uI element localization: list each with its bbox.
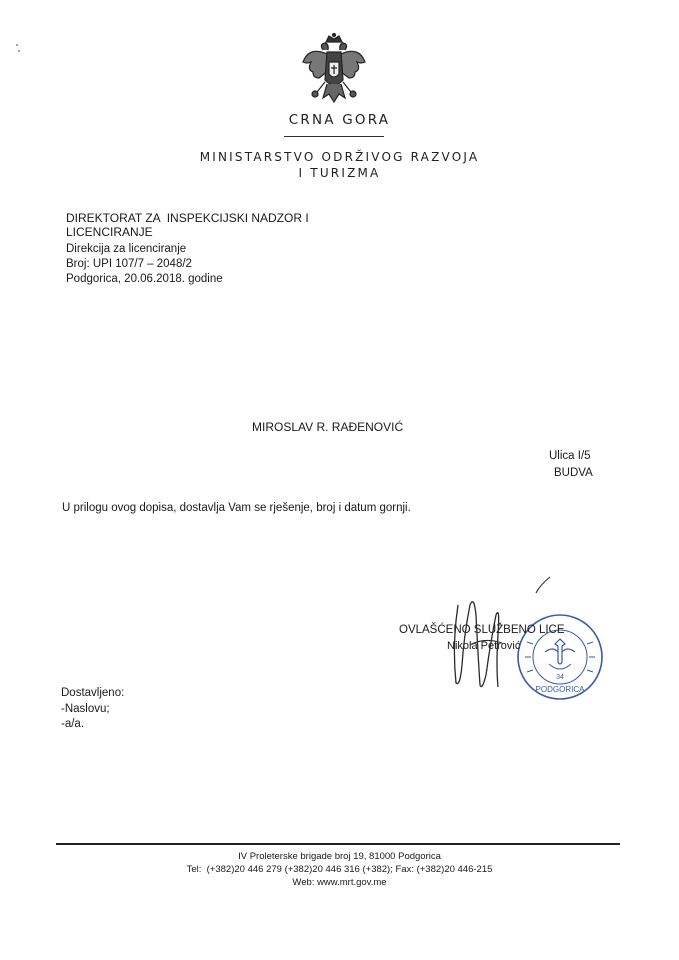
reference-number: Broj: UPI 107/7 – 2048/2 [66, 258, 192, 270]
recipient-name: MIROSLAV R. RAĐENOVIĆ [252, 420, 404, 434]
recipient-city: BUDVA [554, 467, 593, 479]
scan-mark [18, 50, 20, 52]
stamp-city: PODGORICA [535, 685, 585, 694]
ministry-name-line2: I TURIZMA [298, 166, 381, 180]
scan-mark [16, 44, 18, 46]
country-name: CRNA GORA [288, 112, 391, 128]
footer-website: Web: www.mrt.gov.me [292, 877, 387, 888]
delivery-title: Dostavljeno: [61, 687, 125, 699]
stamp-number: 34 [556, 674, 564, 681]
footer-phone: Tel: (+382)20 446 279 (+382)20 446 316 (+382); Fax: (+382)20 446-215 [186, 864, 493, 875]
signatory-title: OVLAŠĆENO SLUŽBENO LICE [399, 624, 565, 636]
letter-body: U prilogu ovog dopisa, dostavlja Vam se rješenje, broj i datum gornji. [62, 502, 411, 514]
recipient-street: Ulica I/5 [549, 450, 591, 462]
coat-of-arms-icon [299, 32, 369, 112]
footer-address: IV Proleterske brigade broj 19, 81000 Podgorica [238, 851, 441, 862]
signatory-name: Nikola Petrović [447, 640, 521, 652]
footer-rule [56, 843, 620, 845]
delivery-item: -a/a. [61, 718, 85, 730]
directorate-line1: DIREKTORAT ZA INSPEKCIJSKI NADZOR I [66, 211, 309, 225]
ministry-name-line1: MINISTARSTVO ODRŽIVOG RAZVOJA [199, 150, 480, 164]
handwritten-signature [440, 575, 580, 695]
header-rule [284, 136, 384, 137]
delivery-item: -Naslovu; [61, 703, 110, 715]
directorate-line2: LICENCIRANJE [66, 225, 153, 239]
place-and-date: Podgorica, 20.06.2018. godine [66, 273, 223, 285]
division: Direkcija za licenciranje [66, 243, 187, 255]
